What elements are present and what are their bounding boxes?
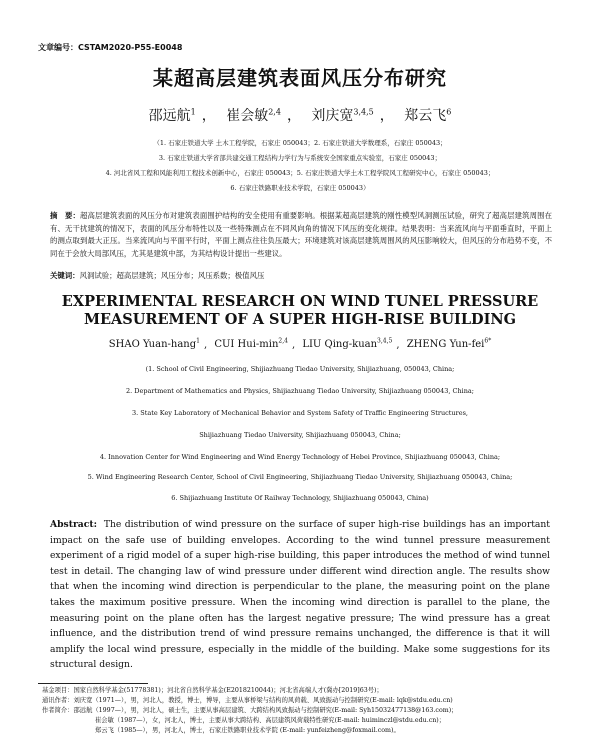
document-number: 文章编号：CSTAM2020-P55-E0048 <box>38 43 183 52</box>
author: 邵远航$^1$ <box>148 107 196 124</box>
author: ZHENG Yun-fei$^{6*}$ <box>406 338 492 351</box>
footnote-author-bio: 郑云飞（1985—），男，河北人，博士，石家庄铁路职业技术学院 (E-mail: yunfeizheng@foxmail.com)。 <box>95 727 400 734</box>
english-abstract-label: Abstract: <box>50 519 97 530</box>
english-title-line: MEASUREMENT OF A SUPER HIGH-RISE BUILDING <box>83 311 517 328</box>
author: CUI Hui-$\min^{2,4}$ <box>214 338 288 351</box>
chinese-affiliation: 4. 河北省风工程和风能利用工程技术创新中心，石家庄 050043；5. 石家庄铁道大学土木工程学院风工程研究中心，石家庄 050043； <box>105 169 495 177</box>
english-affiliation: Shijiazhuang Tiedao University, Shijiazhuang 050043, China; <box>199 431 401 439</box>
english-authors: SHAO Yuan-hang$^1$ , CUI Hui-$\min^{2,4}$ , LIU Qing-kuan$^{3,4,5}$ , ZHENG Yun-fei$^{6*}$ <box>108 338 492 351</box>
author: LIU Qing-kuan$^{3,4,5}$ <box>302 338 393 351</box>
english-affiliation: (1. School of Civil Engineering, Shijiazhuang Tiedao University, Shijiazhuang, 050043, China; <box>145 365 455 373</box>
chinese-abstract-text: 超高层建筑表面的风压分布对建筑表面围护结构的安全使用有重要影响。根据某超高层建筑的刚性模型风洞测压试验，研究了超高层建筑周围在有、无干扰建筑的情况下，表面的风压分布特性以及一些特殊测点在不同风向角的情况下风压的变化规律。结果表明：当来流风向与平面垂直时，平面上的测点取到最大正压。当来流风向与平面平行时，平面上测点往往负压最大；环境建筑对该高层建筑周围风的风压影响较大，但风压的分布趋势不变，不同在于会放大局部风压，尤其是建筑中部，为其结构设计提出一些建议。 <box>50 211 552 258</box>
english-affiliation: 2. Department of Mathematics and Physics, Shijiazhuang Tiedao University, Shijiazhuang 050043, China; <box>126 387 474 395</box>
author: 崔会敏$^{2,4}$ <box>226 107 281 124</box>
english-affiliation: 6. Shijiazhuang Institute Of Railway Technology, Shijiazhuang 050043, China) <box>171 494 429 502</box>
chinese-abstract <box>50 210 552 260</box>
author: 刘庆宽$^{3,4,5}$ <box>311 107 374 124</box>
chinese-title: 某超高层建筑表面风压分布研究 <box>153 66 447 90</box>
footnote-funding: 基金项目：国家自然科学基金(51778381)；河北省自然科学基金(E2018210044)；河北省高端人才(冀办[2019]63号)； <box>42 687 383 694</box>
footnote-author-bio: 崔会敏（1987—），女，河北人，博士，主要从事大跨结构、高层建筑风荷载特性研究(E-mail: huiminczl@stdu.edu.cn)； <box>95 717 446 724</box>
chinese-authors: 邵远航$^1$ ， 崔会敏$^{2,4}$ ， 刘庆宽$^{3,4,5}$ ， 郑云飞$^6$ <box>148 107 452 124</box>
footnote-corresponding: 通讯作者：刘庆宽（1971—），男，河北人，教授，博士，博导，主要从事桥梁与结构的风荷载、风致振动与控制研究(E-mail: lqk@stdu.edu.cn) <box>42 697 453 704</box>
chinese-affiliation: （1. 石家庄铁道大学 土木工程学院，石家庄 050043；2. 石家庄铁道大学数理系，石家庄 050043； <box>153 139 447 147</box>
english-abstract <box>50 517 550 673</box>
chinese-affiliation: 6. 石家庄铁路职业技术学院，石家庄 050043） <box>230 184 370 192</box>
english-affiliation: 3. State Key Laboratory of Mechanical Behavior and System Safety of Traffic Engineering Structures, <box>132 409 468 417</box>
footnote-author-bio: 作者简介：邵远航（1997—），男，河北人，硕士生，主要从事高层建筑、大跨结构风致振动与控制研究(E-mail: Syh15032477138@163.com)； <box>42 707 458 714</box>
english-affiliation: 4. Innovation Center for Wind Engineering and Wind Energy Technology of Hebei Province, Shijiazhuang 050043, China; <box>99 453 501 461</box>
keywords-label: 关键词： <box>50 271 80 280</box>
keywords-text: 风洞试验；超高层建筑；风压分布；风压系数；极值风压 <box>79 271 265 280</box>
english-title <box>0 293 600 329</box>
chinese-keywords <box>50 270 560 281</box>
author: 郑云飞$^6$ <box>404 107 452 124</box>
english-abstract-text: The distribution of wind pressure on the surface of super high-rise buildings has an important impact on the safe use of building envelopes. According to the wind tunnel pressure measurement experiment of a rigid model of a super high-rise building, this paper introduces the method of wind tunnel test in detail. The changing law of wind pressure under different wind direction angle. The results show that when the incoming wind direction is perpendicular to the plane, the measuring point on the plane takes the maximum positive pressure. When the incoming wind direction is parallel to the plane, the measuring point on the plane often has the largest negative pressure; The wind pressure has a great influence, and the distribution trend of wind pressure remains unchanged, the difference is that it will amplify the local wind pressure, especially in the middle of the building. Make some suggestions for its structural design. <box>50 519 551 671</box>
footnote-rule <box>38 683 148 684</box>
chinese-abstract-label: 摘 要： <box>50 211 80 220</box>
author: SHAO Yuan-hang$^1$ <box>108 338 200 351</box>
english-affiliation: 5. Wind Engineering Research Center, School of Civil Engineering, Shijiazhuang Tiedao University, Shijiazhuang 050043, China; <box>87 473 513 481</box>
english-title-line: EXPERIMENTAL RESEARCH ON WIND TUNEL PRESSURE <box>61 293 539 310</box>
chinese-affiliation: 3. 石家庄铁道大学省部共建交通工程结构力学行为与系统安全国家重点实验室，石家庄 050043； <box>158 154 442 162</box>
